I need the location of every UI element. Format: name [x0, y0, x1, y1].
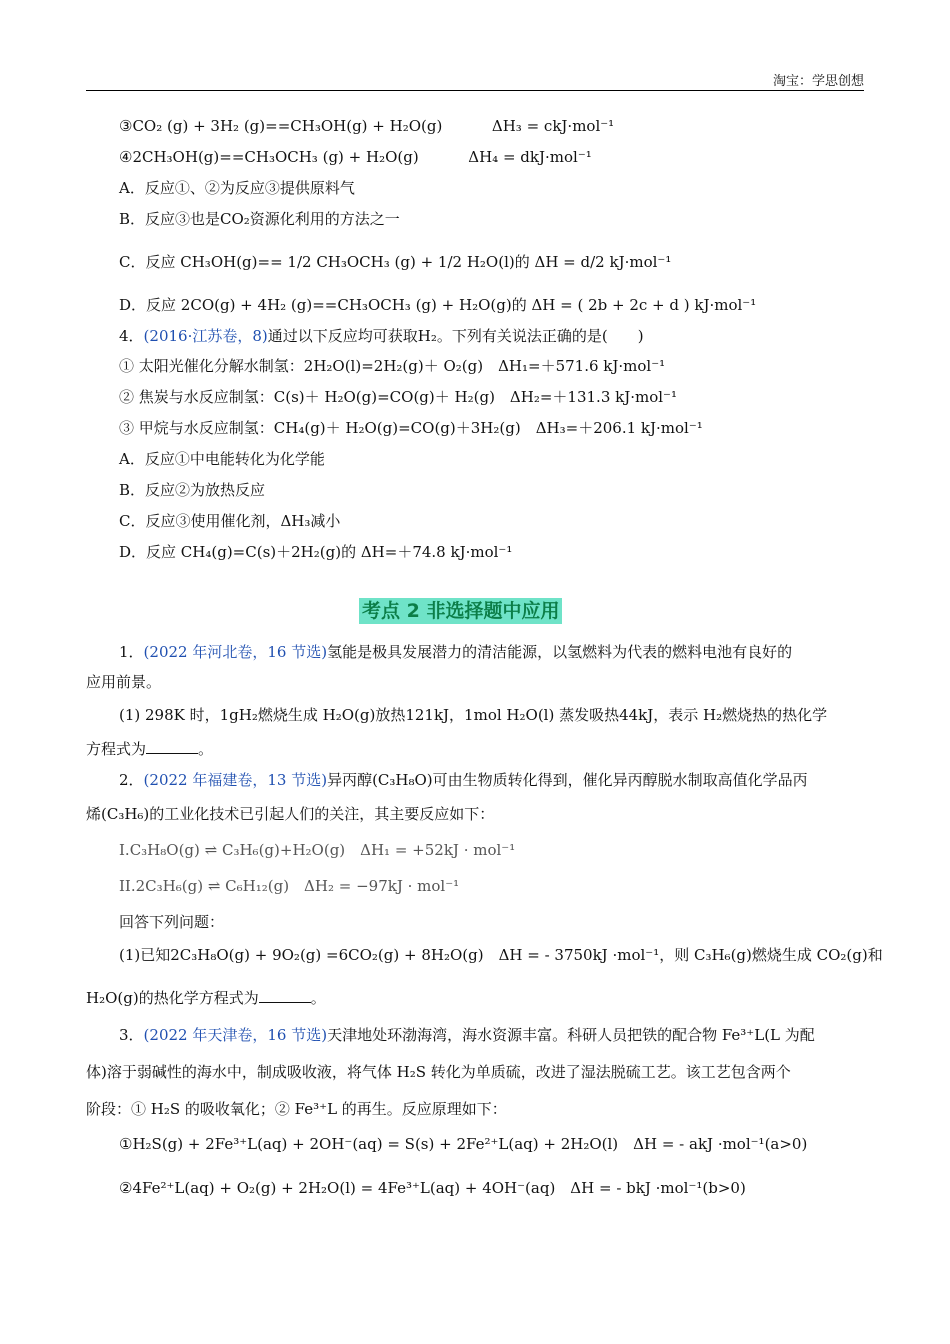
p2-end: 。 — [310, 989, 326, 1007]
p1-source: (2022 年河北卷，16 节选) — [143, 643, 328, 661]
q3-reaction-4 — [119, 147, 592, 167]
p3-source: (2022 年天津卷，16 节选) — [143, 1026, 328, 1044]
p2-sub1-label: H₂O(g)的热化学方程式为 — [86, 989, 259, 1007]
p3-reaction-2: ②4Fe²⁺L(aq) + O₂(g) + 2H₂O(l) = 4Fe³⁺L(aq) + 4OH⁻(aq) ΔH = - bkJ ·mol⁻¹(b>0) — [119, 1179, 746, 1197]
q3-r4-dh: ΔH₄ = dkJ·mol⁻¹ — [468, 148, 592, 166]
q3-option-c: C．反应 CH₃OH(g)== 1/2 CH₃OCH₃ (g) + 1/2 H₂O(l)的 ΔH = d/2 kJ·mol⁻¹ — [119, 253, 672, 271]
q3-option-b: B．反应③也是CO₂资源化利用的方法之一 — [119, 210, 400, 228]
p2-stem-cont: 烯(C₃H₆)的工业化技术已引起人们的关注，其主要反应如下： — [86, 805, 495, 823]
q4-stem — [119, 326, 644, 346]
q4-option-d: D．反应 CH₄(g)=C(s)＋2H₂(g)的 ΔH=＋74.8 kJ·mol⁻¹ — [119, 543, 513, 561]
p3-number: 3． — [119, 1026, 144, 1044]
q3-r3-eq: ③CO₂ (g) + 3H₂ (g)==CH₃OH(g) + H₂O(g) — [119, 117, 443, 135]
p1-sub1-cont — [86, 739, 213, 759]
page-header — [86, 68, 864, 91]
q4-option-c: C．反应③使用催化剂，ΔH₃减小 — [119, 512, 341, 530]
p3-stem-cont-2: 阶段：① H₂S 的吸收氧化；② Fe³⁺L 的再生。反应原理如下： — [86, 1100, 507, 1118]
q4-reaction-2: ② 焦炭与水反应制氢：C(s)＋ H₂O(g)=CO(g)＋ H₂(g) ΔH₂=＋131.3 kJ·mol⁻¹ — [119, 388, 677, 406]
p1-end: 。 — [198, 740, 214, 758]
p2-sub1-cont — [86, 988, 326, 1008]
p2-prompt: 回答下列问题： — [119, 913, 225, 931]
q4-reaction-3: ③ 甲烷与水反应制氢：CH₄(g)＋ H₂O(g)=CO(g)＋3H₂(g) ΔH₃=＋206.1 kJ·mol⁻¹ — [119, 419, 703, 437]
p1-stem-text: 氢能是极具发展潜力的清洁能源，以氢燃料为代表的燃料电池有良好的 — [327, 643, 793, 661]
p2-stem — [119, 770, 808, 790]
p3-stem — [119, 1025, 815, 1045]
p2-answer-blank[interactable] — [259, 988, 311, 1003]
p1-number: 1． — [119, 643, 144, 661]
q3-r3-dh: ΔH₃ = ckJ·mol⁻¹ — [491, 117, 615, 135]
p2-reaction-1: I.C₃H₈O(g) ⇌ C₃H₆(g)+H₂O(g) ΔH₁ = +52kJ · mol⁻¹ — [119, 841, 516, 859]
q4-option-a: A．反应①中电能转化为化学能 — [119, 450, 325, 468]
p1-stem-cont: 应用前景。 — [86, 673, 162, 691]
p1-stem — [119, 642, 792, 662]
q4-reaction-1: ① 太阳光催化分解水制氢：2H₂O(l)=2H₂(g)＋ O₂(g) ΔH₁=＋571.6 kJ·mol⁻¹ — [119, 357, 666, 375]
q4-stem-text: 通过以下反应均可获取H₂。下列有关说法正确的是( ) — [267, 327, 644, 345]
section-title: 考点 2 非选择题中应用 — [359, 598, 562, 624]
q4-source: (2016·江苏卷，8) — [143, 327, 268, 345]
p1-sub1-label: 方程式为 — [86, 740, 147, 758]
q4-option-b: B．反应②为放热反应 — [119, 481, 266, 499]
p2-source: (2022 年福建卷，13 节选) — [143, 771, 328, 789]
p3-reaction-1: ①H₂S(g) + 2Fe³⁺L(aq) + 2OH⁻(aq) = S(s) + 2Fe²⁺L(aq) + 2H₂O(l) ΔH = - akJ ·mol⁻¹(a>0) — [119, 1135, 808, 1153]
q4-number: 4． — [119, 327, 144, 345]
p2-number: 2． — [119, 771, 144, 789]
p3-stem-text: 天津地处环渤海湾，海水资源丰富。科研人员把铁的配合物 Fe³⁺L(L 为配 — [327, 1026, 815, 1044]
q3-r4-eq: ④2CH₃OH(g)==CH₃OCH₃ (g) + H₂O(g) — [119, 148, 419, 166]
header-text: 淘宝：学思创想 — [772, 74, 864, 89]
p2-sub1: (1)已知2C₃H₈O(g) + 9O₂(g) =6CO₂(g) + 8H₂O(g) ΔH = - 3750kJ ·mol⁻¹，则 C₃H₆(g)燃烧生成 CO₂(g)和 — [119, 946, 883, 964]
q3-option-a: A．反应①、②为反应③提供原料气 — [119, 179, 355, 197]
p3-stem-cont-1: 体)溶于弱碱性的海水中，制成吸收液，将气体 H₂S 转化为单质硫，改进了湿法脱硫工艺。该工艺包含两个 — [86, 1063, 791, 1081]
p1-answer-blank[interactable] — [146, 739, 198, 754]
q3-reaction-3 — [119, 116, 614, 136]
p2-stem-text: 异丙醇(C₃H₈O)可由生物质转化得到，催化异丙醇脱水制取高值化学品丙 — [327, 771, 808, 789]
p1-sub1: (1) 298K 时，1gH₂燃烧生成 H₂O(g)放热121kJ，1mol H₂O(l) 蒸发吸热44kJ，表示 H₂燃烧热的热化学 — [119, 706, 828, 724]
p2-reaction-2: II.2C₃H₆(g) ⇌ C₆H₁₂(g) ΔH₂ = −97kJ · mol⁻¹ — [119, 877, 460, 895]
q3-option-d: D．反应 2CO(g) + 4H₂ (g)==CH₃OCH₃ (g) + H₂O(g)的 ΔH = ( 2b + 2c + d ) kJ·mol⁻¹ — [119, 296, 757, 314]
